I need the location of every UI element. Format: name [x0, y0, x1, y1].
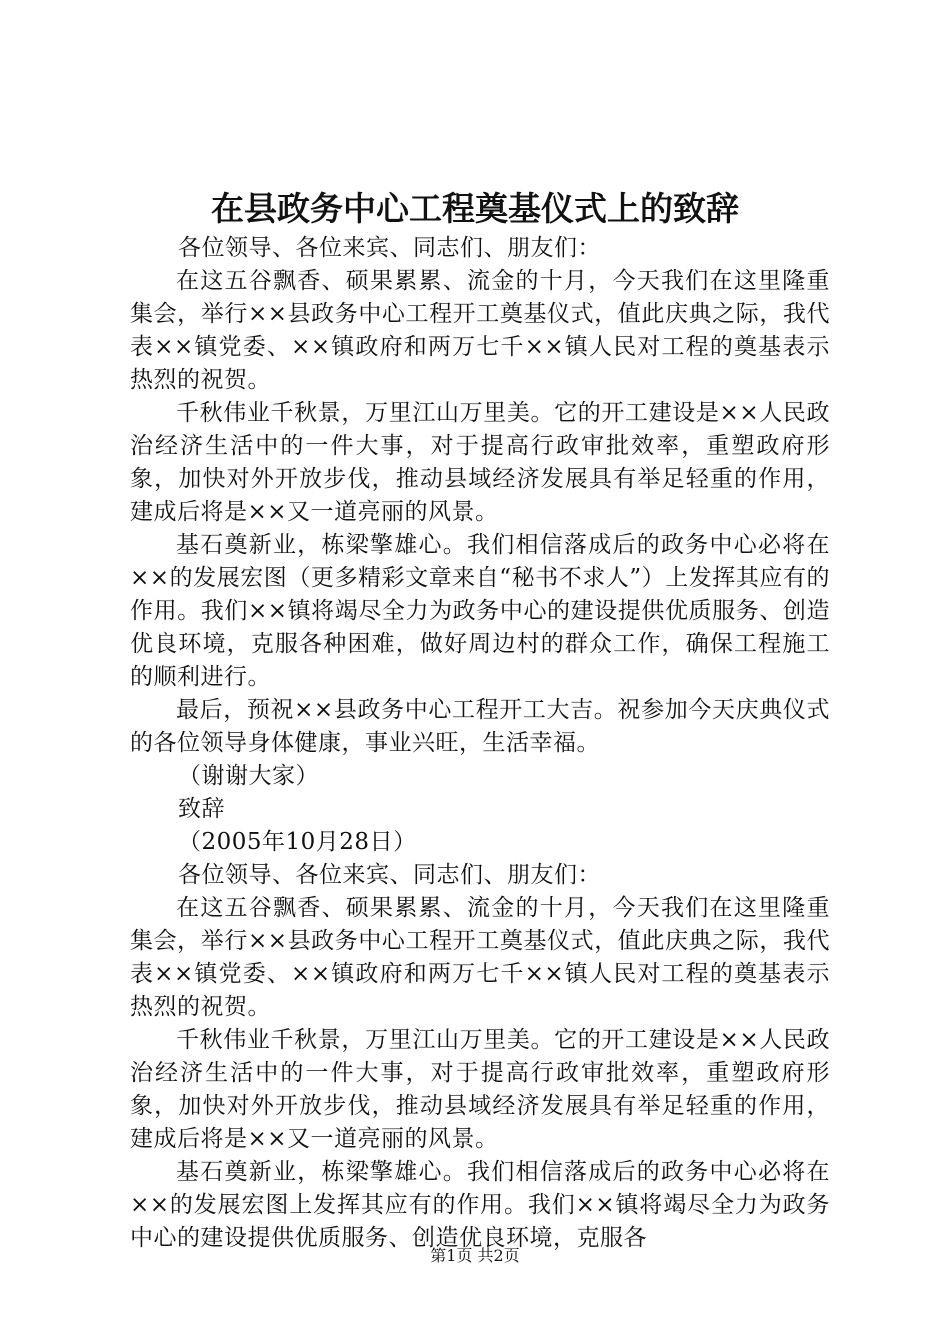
page-number-footer: 第1页 共2页: [430, 1246, 520, 1265]
paragraph: 千秋伟业千秋景，万里江山万里美。它的开工建设是××人民政治经济生活中的一件大事，对于提高行政审批效率，重塑政府形象，加快对外开放步伐，推动县域经济发展具有举足轻重的作用，建成后将是××又一道亮丽的风景。: [130, 400, 830, 525]
salutation: 各位领导、各位来宾、同志们、朋友们：: [178, 862, 601, 888]
salutation: 各位领导、各位来宾、同志们、朋友们：: [178, 235, 601, 261]
document-title: 在县政务中心工程奠基仪式上的致辞: [211, 189, 739, 228]
date-line: （2005年10月28日）: [178, 829, 417, 855]
paragraph: 基石奠新业，栋梁擎雄心。我们相信落成后的政务中心必将在××的发展宏图上发挥其应有的作用。我们××镇将竭尽全力为政务中心的建设提供优质服务、创造优良环境，克服各: [130, 1159, 830, 1251]
document-body: [130, 232, 830, 1255]
closing-thanks: （谢谢大家）: [178, 763, 319, 789]
paragraph: 在这五谷飘香、硕果累累、流金的十月，今天我们在这里隆重集会，举行××县政务中心工程开工奠基仪式，值此庆典之际，我代表××镇党委、××镇政府和两万七千××镇人民对工程的奠基表示热烈的祝贺。: [130, 895, 830, 1020]
section-label: 致辞: [178, 796, 225, 822]
paragraph: 在这五谷飘香、硕果累累、流金的十月，今天我们在这里隆重集会，举行××县政务中心工程开工奠基仪式，值此庆典之际，我代表××镇党委、××镇政府和两万七千××镇人民对工程的奠基表示热烈的祝贺。: [130, 268, 830, 393]
paragraph: 最后，预祝××县政务中心工程开工大吉。祝参加今天庆典仪式的各位领导身体健康，事业兴旺，生活幸福。: [130, 697, 830, 756]
paragraph: 千秋伟业千秋景，万里江山万里美。它的开工建设是××人民政治经济生活中的一件大事，对于提高行政审批效率，重塑政府形象，加快对外开放步伐，推动县域经济发展具有举足轻重的作用，建成后将是××又一道亮丽的风景。: [130, 1027, 830, 1152]
paragraph: 基石奠新业，栋梁擎雄心。我们相信落成后的政务中心必将在××的发展宏图（更多精彩文章来自“秘书不求人”）上发挥其应有的作用。我们××镇将竭尽全力为政务中心的建设提供优质服务、创造优良环境，克服各种困难，做好周边村的群众工作，确保工程施工的顺利进行。: [130, 532, 830, 690]
